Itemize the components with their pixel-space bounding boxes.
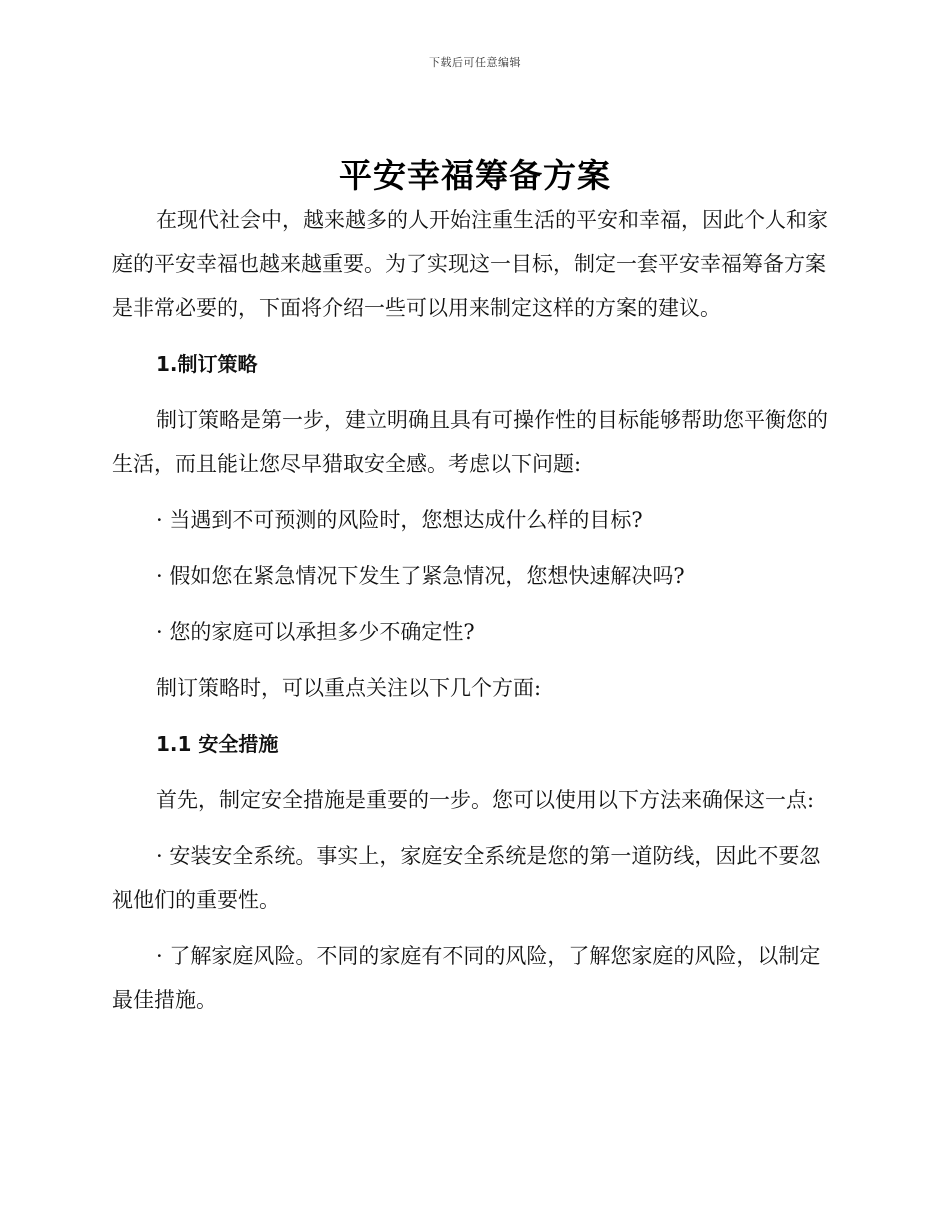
safety-bullet-2: · 了解家庭风险。不同的家庭有不同的风险，了解您家庭的风险，以制定最佳措施。	[112, 944, 821, 1012]
header-note: 下载后可任意编辑	[429, 56, 521, 69]
strategy-bullet-1: · 当遇到不可预测的风险时，您想达成什么样的目标?	[156, 508, 643, 532]
document-body	[112, 198, 832, 1022]
section-heading-strategy: 1.制订策略	[156, 352, 258, 376]
strategy-closing: 制订策略时，可以重点关注以下几个方面:	[156, 676, 542, 700]
section-heading-safety-measures: 1.1 安全措施	[156, 732, 279, 756]
safety-paragraph: 首先，制定安全措施是重要的一步。您可以使用以下方法来确保这一点:	[156, 788, 815, 812]
document-title: 平安幸福筹备方案	[339, 156, 611, 195]
strategy-paragraph: 制订策略是第一步，建立明确且具有可操作性的目标能够帮助您平衡您的生活，而且能让您尽早猎取安全感。考虑以下问题:	[112, 408, 828, 476]
strategy-bullet-2: · 假如您在紧急情况下发生了紧急情况，您想快速解决吗?	[156, 564, 685, 588]
strategy-bullet-3: · 您的家庭可以承担多少不确定性?	[156, 620, 475, 644]
safety-bullet-1: · 安装安全系统。事实上，家庭安全系统是您的第一道防线，因此不要忽视他们的重要性。	[112, 844, 821, 912]
intro-paragraph: 在现代社会中，越来越多的人开始注重生活的平安和幸福，因此个人和家庭的平安幸福也越来越重要。为了实现这一目标，制定一套平安幸福筹备方案是非常必要的，下面将介绍一些可以用来制定这样的方案的建议。	[112, 208, 828, 320]
